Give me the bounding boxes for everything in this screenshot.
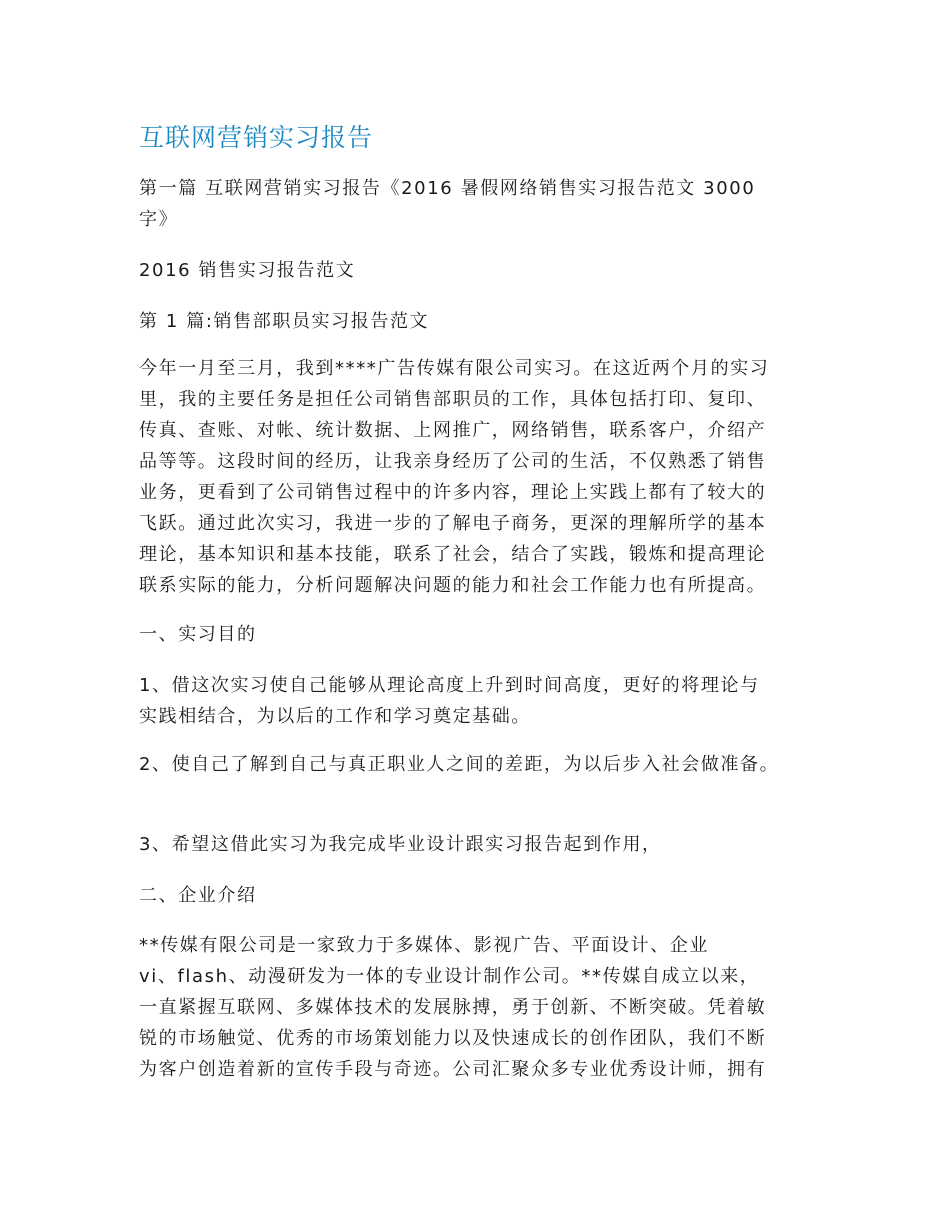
paragraph-line: 品等等。这段时间的经历，让我亲身经历了公司的生活，不仅熟悉了销售 [139, 451, 767, 472]
paragraph-line: 联系实际的能力，分析问题解决问题的能力和社会工作能力也有所提高。 [139, 575, 767, 596]
paragraph-line: 今年一月至三月，我到****广告传媒有限公司实习。在这近两个月的实习 [139, 358, 770, 379]
list-item-line: 2、使自己了解到自己与真正职业人之间的差距，为以后步入社会做准备。 [139, 754, 780, 775]
paragraph-line: 飞跃。通过此次实习，我进一步的了解电子商务，更深的理解所学的基本 [139, 513, 767, 534]
paragraph-line: **传媒有限公司是一家致力于多媒体、影视广告、平面设计、企业 [139, 935, 709, 956]
list-item-line: 1、借这次实习使自己能够从理论高度上升到时间高度，更好的将理论与 [139, 675, 760, 696]
paragraph-line: 为客户创造着新的宣传手段与奇迹。公司汇聚众多专业优秀设计师，拥有 [139, 1059, 767, 1080]
section-heading-continued: 字》 [139, 209, 179, 230]
paragraph-line: 锐的市场触觉、优秀的市场策划能力以及快速成长的创作团队，我们不断 [139, 1028, 767, 1049]
paragraph-line: 理论，基本知识和基本技能，联系了社会，结合了实践，锻炼和提高理论 [139, 544, 767, 565]
section-heading-purpose: 一、实习目的 [139, 624, 257, 645]
chapter-heading: 第 1 篇:销售部职员实习报告范文 [139, 311, 430, 332]
paragraph-line: 里，我的主要任务是担任公司销售部职员的工作，具体包括打印、复印、 [139, 389, 767, 410]
paragraph-line: 业务，更看到了公司销售过程中的许多内容，理论上实践上都有了较大的 [139, 482, 767, 503]
section-heading-company: 二、企业介绍 [139, 885, 257, 906]
section-heading: 第一篇 互联网营销实习报告《2016 暑假网络销售实习报告范文 3000 [139, 178, 756, 199]
subheading: 2016 销售实习报告范文 [139, 260, 356, 281]
paragraph-line: 传真、查账、对帐、统计数据、上网推广，网络销售，联系客户，介绍产 [139, 420, 767, 441]
list-item-line: 3、希望这借此实习为我完成毕业设计跟实习报告起到作用， [139, 834, 662, 855]
list-item-line: 实践相结合，为以后的工作和学习奠定基础。 [139, 706, 531, 727]
paragraph-line: 一直紧握互联网、多媒体技术的发展脉搏，勇于创新、不断突破。凭着敏 [139, 997, 767, 1018]
document-title: 互联网营销实习报告 [139, 123, 374, 152]
paragraph-line: vi、flash、动漫研发为一体的专业设计制作公司。**传媒自成立以来， [139, 966, 760, 987]
